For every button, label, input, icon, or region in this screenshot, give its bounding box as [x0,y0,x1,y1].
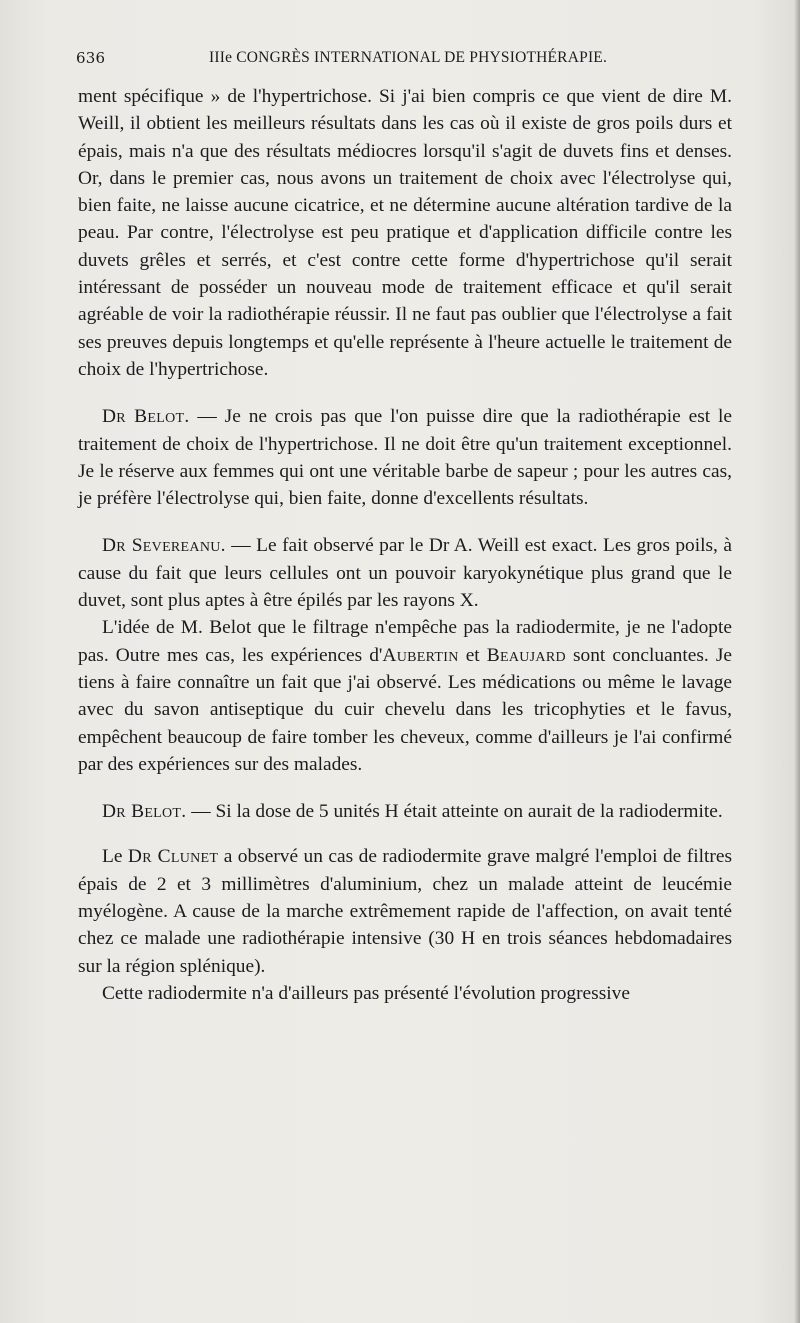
body-text [78,83,732,1007]
speaker-name: Dr Belot. [102,406,190,428]
speech-text: — Je ne crois pas que l'on puisse dire que la radiothérapie est le traitement de choix de l'hypertrichose. Il ne doit être qu'un traitement exceptionnel. Je le réserve aux femmes qui ont une véritable barbe de sapeur ; pour les autres cas, je préfère l'électrolyse qui, bien faite, donne d'excellents résultats. [78,406,733,510]
speech-text: a observé un cas de radiodermite grave malgré l'emploi de filtres épais de 2 et 3 millimètres d'aluminium, chez un malade atteint de leucémie myélogène. A cause de la marche extrêmement rapide de l'affection, on avait tenté chez ce malade une radiothérapie intensive (30 H en trois séances hebdomadaires sur la région splénique). [78,846,732,977]
paragraph: ment spécifique » de l'hypertrichose. Si j'ai bien compris ce que vient de dire M. Weill, il obtient les meilleurs résultats dans les cas où il existe de gros poils durs et épais, mais n'a que des résultats médiocres lorsqu'il s'agit de duvets fins et denses. Or, dans le premier cas, nous avons un traitement de choix avec l'électrolyse qui, bien faite, ne laisse aucune cicatrice, et ne détermine aucune altération tardive de la peau. Par contre, l'électrolyse est peu pratique et d'application difficile contre les duvets grêles et serrés, et c'est contre cette forme d'hypertrichose qu'il serait intéressant de posséder un nouveau mode de traitement efficace et qu'il serait agréable de voir la radiothérapie réussir. Il ne faut pas oublier que l'électrolyse a fait ses preuves depuis longtemps et qu'elle représente à l'heure actuelle le traitement de choix de l'hypertrichose. [78,86,732,380]
speech-text: — Le fait observé par le Dr A. Weill est exact. Les gros poils, à cause du fait que leurs cellules ont un pouvoir karyokynétique plus grand que le duvet, sont plus aptes à être épilés par les rayons X. [78,535,732,612]
speaker-name: Dr Belot. [102,801,187,823]
page-number: 636 [76,49,106,67]
paragraph [78,403,732,512]
cited-author: Aubertin [382,644,459,666]
speech-text: Le [102,846,128,868]
speaker-name: Dr Severeanu. [102,535,226,557]
paragraph [78,614,732,778]
paragraph [78,843,732,979]
speaker-name: Dr Clunet [127,846,219,868]
speech-text: L'idée de M. Belot que le filtrage n'empêche pas la radiodermite, je ne l'adopte pas. Outre mes cas, les expériences d' [78,617,732,666]
running-title: IIIe CONGRÈS INTERNATIONAL DE PHYSIOTHÉRAPIE. [209,49,608,66]
speech-text: et [458,644,487,666]
speech-text: — Si la dose de 5 unités H était atteinte on aurait de la radiodermite. [186,801,723,823]
cited-author: Beaujard [486,644,566,666]
speech-text: sont concluantes. Je tiens à faire connaître un fait que j'ai observé. Les médications ou même le lavage avec du savon antiseptique du cuir chevelu dans les tricophyties et le favus, empêchent beaucoup de faire tomber les cheveux, comme d'ailleurs je l'ai confirmé par des expériences sur des malades. [78,644,732,775]
paragraph [78,532,732,614]
paragraph [78,798,732,825]
page-edge-shadow [794,0,800,1323]
paragraph: Cette radiodermite n'a d'ailleurs pas présenté l'évolution progressive [102,982,630,1004]
